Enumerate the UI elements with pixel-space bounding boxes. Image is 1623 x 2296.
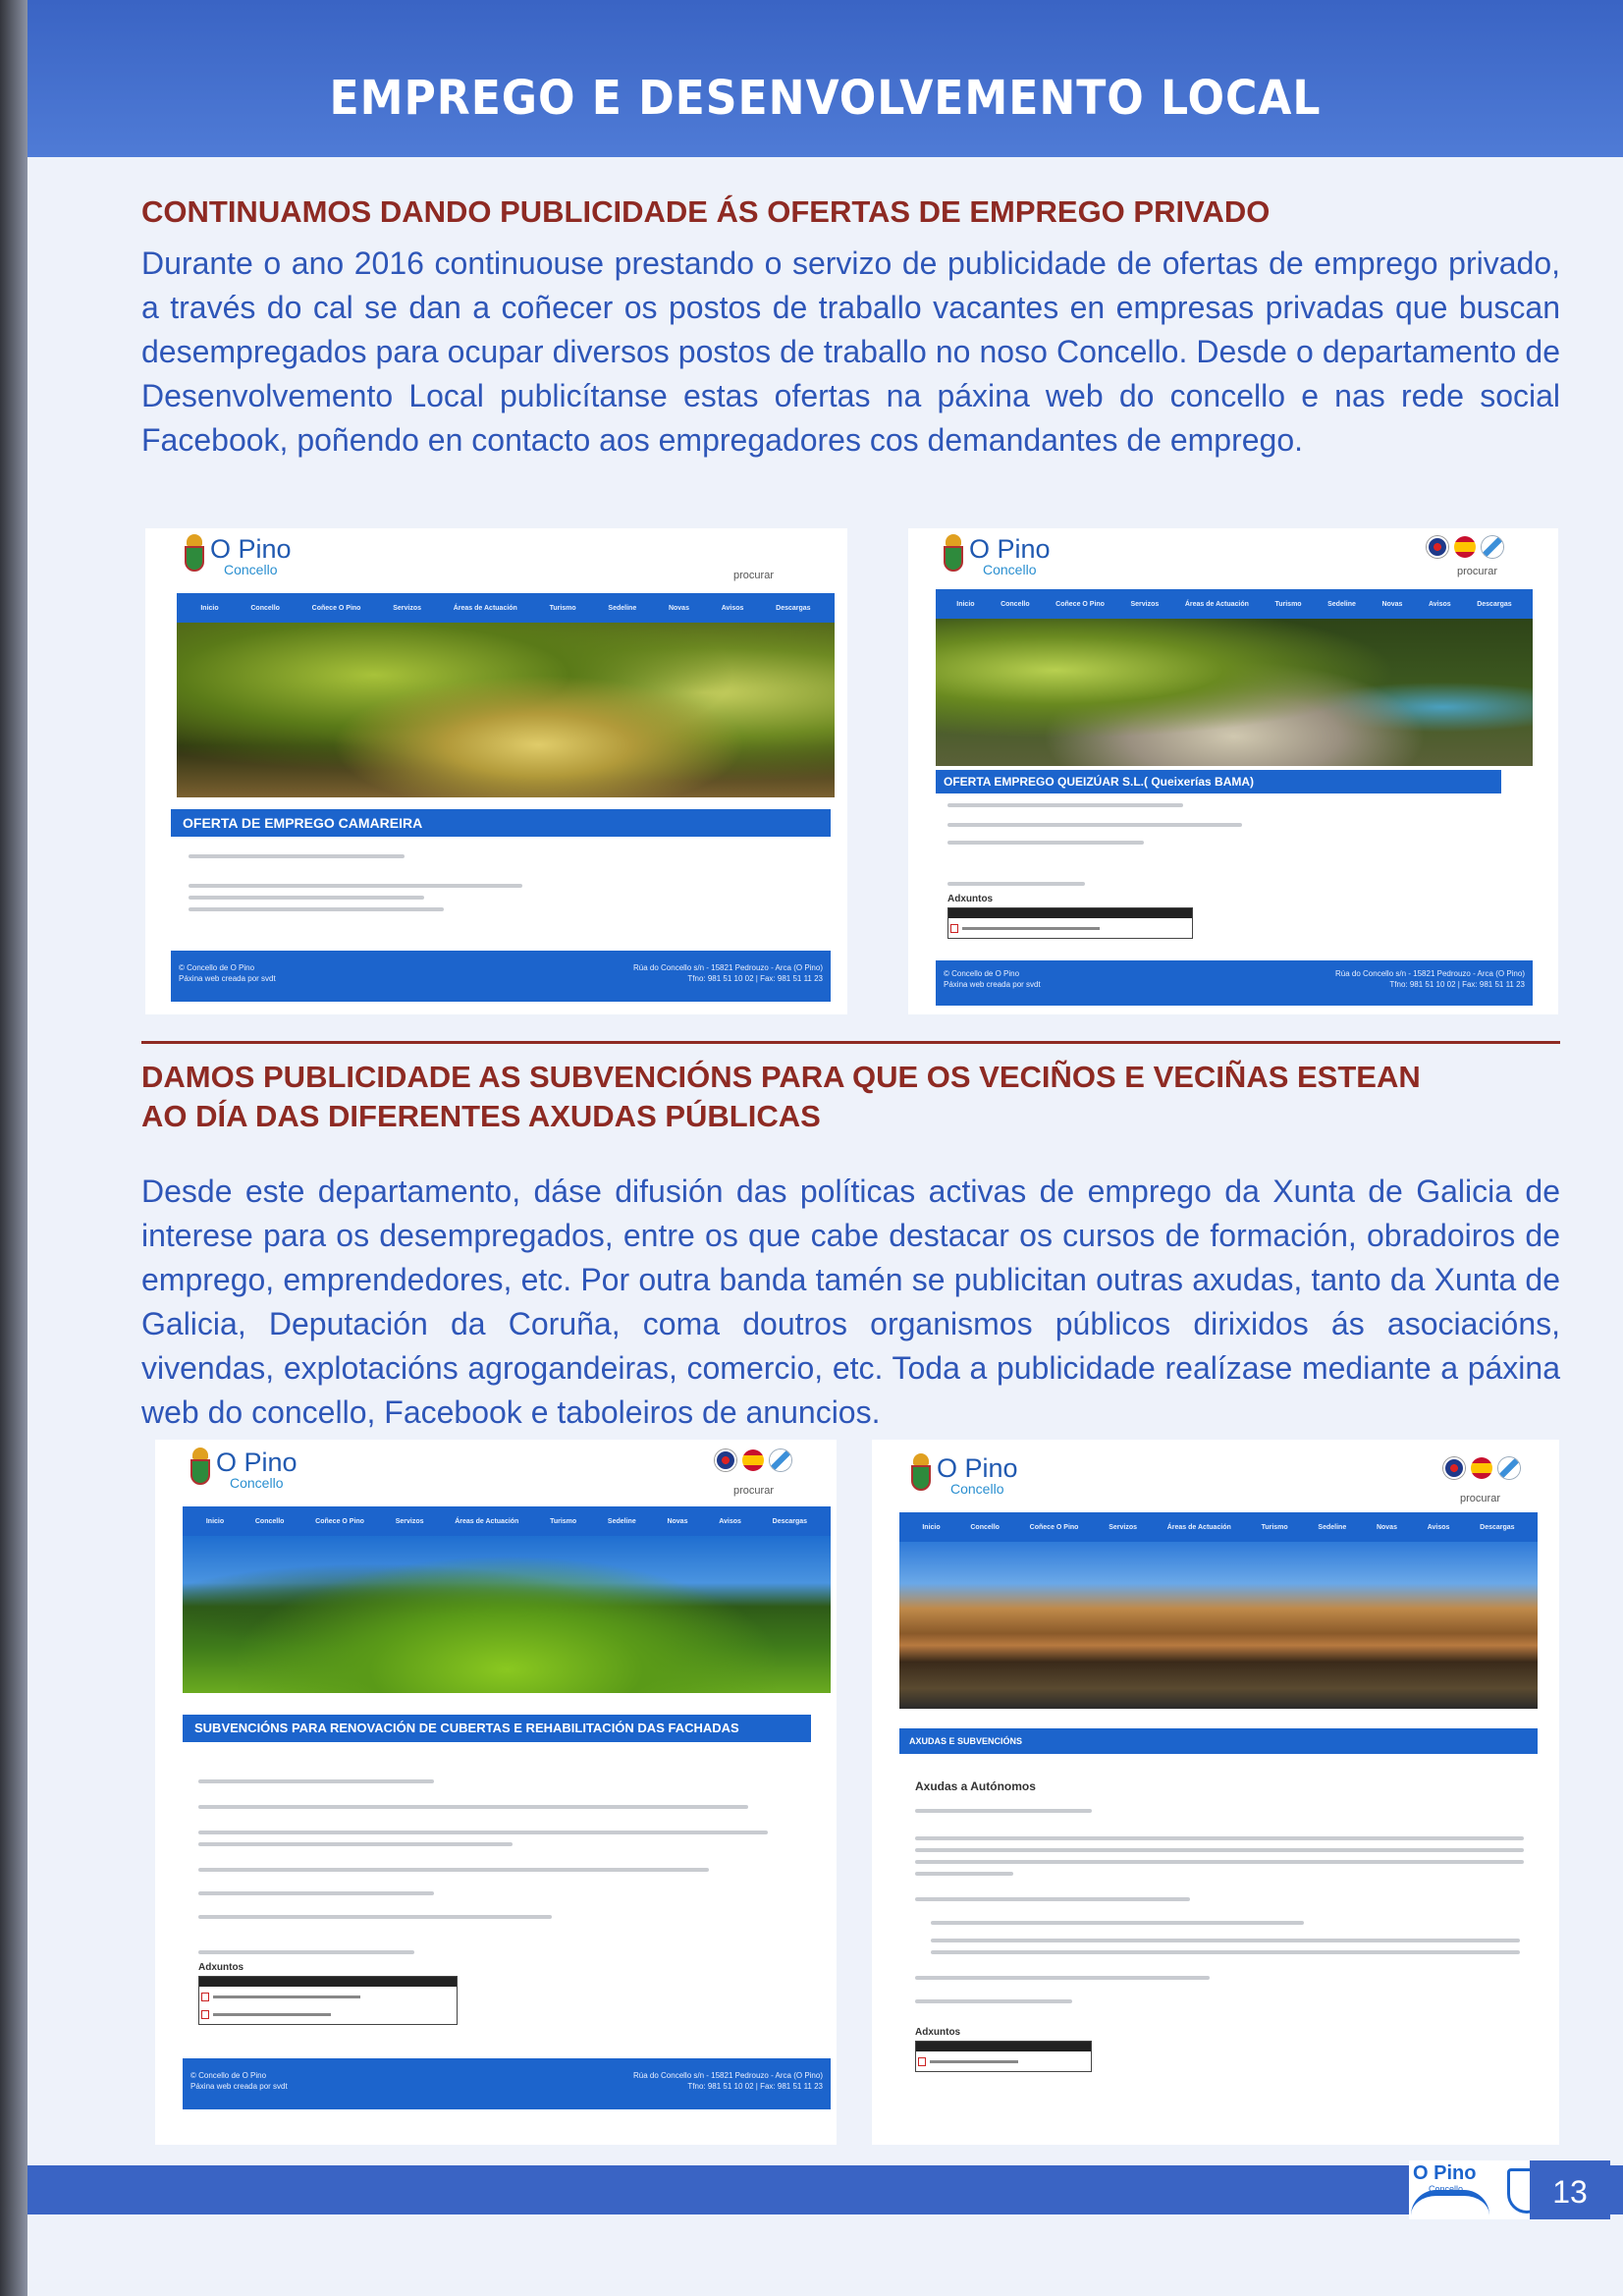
pdf-icon — [201, 2010, 209, 2019]
flag-english-icon[interactable] — [715, 1449, 736, 1471]
text-line — [947, 823, 1242, 827]
text-line — [947, 882, 1085, 886]
flag-spanish-icon[interactable] — [1454, 536, 1476, 558]
site-nav — [936, 589, 1533, 619]
nav-item[interactable]: Concello — [970, 1523, 1000, 1531]
document-page — [27, 0, 1623, 2296]
nav-item[interactable]: Concello — [1001, 600, 1030, 608]
text-line — [915, 1848, 1524, 1852]
nav-item[interactable]: Servizos — [1130, 600, 1160, 608]
search-input[interactable]: procurar — [1457, 566, 1497, 577]
post-title-bar: OFERTA DE EMPREGO CAMAREIRA — [171, 809, 831, 837]
section2-body: Desde este departamento, dáse difusión das políticas activas de emprego da Xunta de Galicia de interese para os desempregados, entre os que cabe destacar os cursos de formación, obradoiros de emprego, emprendedores, etc. Por outra banda tamén se publicitan outras axudas, tanto da Xunta de Galicia, Deputación da Coruña, coma doutros organismos públicos dirixidos ás asociacións, vivendas, explotacións agrogandeiras, comercio, etc. Toda a publicidade realízase mediante a páxina web do concello, Facebook e taboleiros de anuncios. — [141, 1174, 1560, 1430]
nav-item[interactable]: Avisos — [1427, 1523, 1450, 1531]
screenshot-oferta-queizuar: O Pino Concello procurar Inicio Concello Coñece O Pino Servizos Áreas de Actuación Turismo Sedeline Novas Avisos Descargas OFERTA EMPREGO QUEIZÚAR S.L.( Queixerías BAMA) Adxuntos © Concello de O Pino Páxina web creada por svdt Rúa do Concello s/n - 15821 Pedrouzo - Arca (O Pino) Tfno: 981 51 10 02 | Fax: 981 51 11 23 — [908, 528, 1558, 1014]
text-line — [189, 896, 424, 900]
post-title-bar: SUBVENCIÓNS PARA RENOVACIÓN DE CUBERTAS E REHABILITACIÓN DAS FACHADAS — [183, 1715, 811, 1742]
nav-item[interactable]: Servizos — [1109, 1523, 1137, 1531]
attachments-label: Adxuntos — [947, 894, 994, 904]
text-line — [915, 1897, 1190, 1901]
text-line — [947, 803, 1183, 807]
nav-item[interactable]: Coñece O Pino — [1029, 1523, 1079, 1531]
attachments-label: Adxuntos — [915, 2027, 961, 2038]
nav-item[interactable]: Servizos — [395, 1517, 424, 1525]
nav-item[interactable]: Áreas de Actuación — [1184, 600, 1249, 608]
flag-english-icon[interactable] — [1443, 1457, 1465, 1479]
nav-item[interactable]: Coñece O Pino — [1055, 600, 1105, 608]
language-flags — [1443, 1457, 1526, 1479]
nav-item[interactable]: Descargas — [1480, 1523, 1515, 1531]
screenshot-oferta-camareira: O Pino Concello procurar Inicio Concello Coñece O Pino Servizos Áreas de Actuación Turismo Sedeline Novas Avisos Descargas OFERTA DE EMPREGO CAMAREIRA © Concello de O Pino Páxina web creada por svdt Rúa do Concello s/n - 15821 Pedrouzo - Arca (O Pino) Tfno: 981 51 10 02 | Fax: 981 51 11 23 — [145, 528, 847, 1014]
section2-heading-line2: AO DÍA DAS DIFERENTES AXUDAS PÚBLICAS — [141, 1099, 821, 1133]
text-line — [198, 1842, 513, 1846]
search-input[interactable]: procurar — [1460, 1493, 1500, 1504]
text-line — [189, 854, 405, 858]
nav-item[interactable]: Concello — [250, 604, 280, 612]
nav-item[interactable]: Inicio — [922, 1523, 941, 1531]
nav-item[interactable]: Novas — [1376, 1523, 1397, 1531]
text-line — [198, 1805, 748, 1809]
text-line — [947, 841, 1144, 845]
nav-item[interactable]: Avisos — [721, 604, 744, 612]
nav-item[interactable]: Novas — [667, 1517, 688, 1525]
site-footer: © Concello de O Pino Páxina web creada por svdt Rúa do Concello s/n - 15821 Pedrouzo - Arca (O Pino) Tfno: 981 51 10 02 | Fax: 981 51 11 23 — [171, 951, 831, 1002]
site-nav — [177, 593, 835, 623]
screenshot-subvencions-cubertas: O Pino Concello procurar Inicio Concello Coñece O Pino Servizos Áreas de Actuación Turismo Sedeline Novas Avisos Descargas SUBVENCIÓNS PARA RENOVACIÓN DE CUBERTAS E REHABILITACIÓN DAS FACHADAS Adxuntos © Concello de O Pino Páxina web creada por svdt Rúa do Concello s/n - 15821 Pedrouzo - Arca (O Pino) Tfno: 981 51 10 02 | Fax: 981 51 11 23 — [155, 1440, 837, 2145]
nav-item[interactable]: Inicio — [956, 600, 975, 608]
text-line — [915, 1976, 1210, 1980]
banner-forest-walkers — [936, 619, 1533, 766]
nav-item[interactable]: Descargas — [1477, 600, 1512, 608]
text-line — [198, 1779, 434, 1783]
flag-galician-icon[interactable] — [770, 1449, 791, 1471]
section-divider — [141, 1041, 1560, 1044]
flag-english-icon[interactable] — [1427, 536, 1448, 558]
nav-item[interactable]: Sedeline — [1327, 600, 1356, 608]
text-line — [915, 1836, 1524, 1840]
attachments-table — [915, 2041, 1092, 2072]
text-line — [931, 1939, 1520, 1942]
pdf-icon — [918, 2057, 926, 2066]
flag-spanish-icon[interactable] — [742, 1449, 764, 1471]
nav-item[interactable]: Sedeline — [608, 604, 637, 612]
search-input[interactable]: procurar — [733, 1485, 774, 1497]
nav-item[interactable]: Avisos — [719, 1517, 741, 1525]
nav-item[interactable]: Descargas — [776, 604, 811, 612]
language-flags — [1427, 536, 1509, 558]
text-line — [198, 1831, 768, 1834]
nav-item[interactable]: Áreas de Actuación — [1166, 1523, 1231, 1531]
banner-green-field — [183, 1536, 831, 1693]
nav-item[interactable]: Áreas de Actuación — [455, 1517, 519, 1525]
search-input[interactable]: procurar — [733, 570, 774, 581]
nav-item[interactable]: Áreas de Actuación — [453, 604, 517, 612]
section1-body: Durante o ano 2016 continuouse prestando o servizo de publicidade de ofertas de emprego privado, a través do cal se dan a coñecer os postos de traballo vacantes en empresas privadas que buscan desempregados para ocupar diversos postos de traballo no noso Concello. Desde o departamento de Desenvolvemento Local publicítanse estas ofertas na páxina web do concello e nas rede social Facebook, poñendo en contacto aos empregadores cos demandantes de emprego. — [141, 246, 1560, 458]
post-title-bar: AXUDAS E SUBVENCIÓNS — [899, 1728, 1538, 1754]
binding-spine — [0, 0, 27, 2296]
attachments-table — [198, 1976, 458, 2025]
post-title-bar: OFERTA EMPREGO QUEIZÚAR S.L.( Queixerías BAMA) — [936, 770, 1501, 793]
nav-item[interactable]: Inicio — [205, 1517, 225, 1525]
nav-item[interactable]: Sedeline — [607, 1517, 636, 1525]
page-number-box — [1530, 2160, 1610, 2219]
text-line — [198, 1868, 709, 1872]
nav-item[interactable]: Coñece O Pino — [315, 1517, 364, 1525]
nav-item[interactable]: Concello — [254, 1517, 285, 1525]
attachment-link[interactable] — [213, 1995, 360, 1998]
nav-item[interactable]: Sedeline — [1318, 1523, 1347, 1531]
text-line — [931, 1950, 1520, 1954]
banner-lake-trees — [899, 1542, 1538, 1709]
attachments-label: Adxuntos — [198, 1962, 244, 1973]
text-line — [931, 1921, 1304, 1925]
banner-forest-path — [177, 623, 835, 797]
nav-item[interactable]: Descargas — [772, 1517, 808, 1525]
nav-item[interactable]: Novas — [1381, 600, 1403, 608]
nav-item[interactable]: Avisos — [1428, 600, 1451, 608]
site-nav — [183, 1506, 831, 1536]
text-line — [915, 1860, 1524, 1864]
attachment-link[interactable] — [962, 927, 1100, 930]
text-line — [915, 1999, 1072, 2003]
pdf-icon — [201, 1993, 209, 2001]
nav-item[interactable]: Novas — [668, 604, 689, 612]
site-footer: © Concello de O Pino Páxina web creada por svdt Rúa do Concello s/n - 15821 Pedrouzo - Arca (O Pino) Tfno: 981 51 10 02 | Fax: 981 51 11 23 — [936, 960, 1533, 1006]
nav-item[interactable]: Turismo — [549, 604, 576, 612]
text-line — [198, 1891, 434, 1895]
nav-item[interactable]: Turismo — [550, 1517, 577, 1525]
flag-galician-icon[interactable] — [1482, 536, 1503, 558]
flag-galician-icon[interactable] — [1498, 1457, 1520, 1479]
footer-band — [27, 2165, 1623, 2214]
text-line — [915, 1809, 1092, 1813]
nav-item[interactable]: Turismo — [1274, 600, 1302, 608]
nav-item[interactable]: Turismo — [1261, 1523, 1288, 1531]
screenshot-axudas-autonomos: O Pino Concello procurar Inicio Concello Coñece O Pino Servizos Áreas de Actuación Turismo Sedeline Novas Avisos Descargas AXUDAS E SUBVENCIÓNS Axudas a Autónomos Adxuntos — [872, 1440, 1559, 2145]
site-nav — [899, 1512, 1538, 1542]
flag-spanish-icon[interactable] — [1471, 1457, 1492, 1479]
language-flags — [715, 1449, 797, 1471]
attachment-link[interactable] — [213, 2013, 331, 2016]
text-line — [915, 1872, 1013, 1876]
post-heading: Axudas a Autónomos — [915, 1779, 1036, 1793]
site-footer: © Concello de O Pino Páxina web creada por svdt Rúa do Concello s/n - 15821 Pedrouzo - Arca (O Pino) Tfno: 981 51 10 02 | Fax: 981 51 11 23 — [183, 2058, 831, 2109]
concello-logo: O Pino Concello — [1409, 2160, 1556, 2219]
section2-heading-line1: DAMOS PUBLICIDADE AS SUBVENCIÓNS PARA QUE OS VECIÑOS E VECIÑAS ESTEAN — [141, 1060, 1421, 1094]
pdf-icon — [950, 924, 958, 933]
nav-item[interactable]: Inicio — [200, 604, 219, 612]
text-line — [189, 907, 444, 911]
section1-heading: CONTINUAMOS DANDO PUBLICIDADE ÁS OFERTAS DE EMPREGO PRIVADO — [141, 194, 1271, 229]
attachments-table — [947, 907, 1193, 939]
attachment-link[interactable] — [930, 2060, 1018, 2063]
page-number: 13 — [1552, 2174, 1588, 2210]
text-line — [198, 1950, 414, 1954]
text-line — [198, 1915, 552, 1919]
nav-item[interactable]: Coñece O Pino — [311, 604, 361, 612]
text-line — [189, 884, 522, 888]
nav-item[interactable]: Servizos — [393, 604, 421, 612]
page-title: EMPREGO E DESENVOLVEMENTO LOCAL — [329, 71, 1322, 126]
